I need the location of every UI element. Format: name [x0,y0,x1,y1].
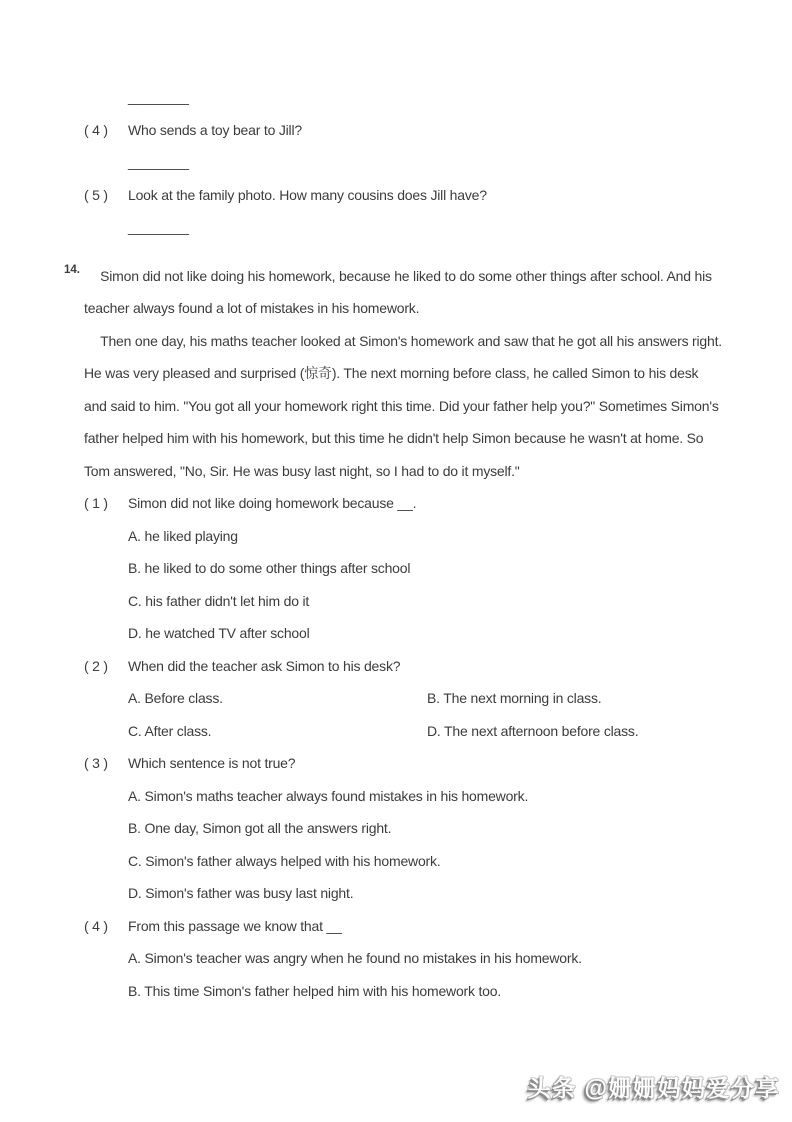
answer-blank: ________ [128,89,189,105]
option-d: D. he watched TV after school [128,625,310,641]
option-a: A. he liked playing [128,527,238,544]
toutiao-watermark: 头条 @姗姗妈妈爱分享 [527,1075,780,1101]
question-text: Look at the family photo. How many cousins does Jill have? [128,186,487,203]
option-a: A. Simon's teacher was angry when he found no mistakes in his homework. [128,950,582,966]
passage-paragraph: Simon did not like doing his homework, because he liked to do some other things after school. And his teacher always found a lot of mistakes in his homework. [84,267,712,316]
worksheet-content [64,81,724,1007]
option-d: D. The next afternoon before class. [427,722,639,739]
question-row [84,910,724,943]
option-list [84,942,724,1007]
question-text: From this passage we know that __ [128,917,342,934]
option-a: A. Simon's maths teacher always found mistakes in his homework. [128,787,529,804]
option-b: B. This time Simon's father helped him with his homework too. [128,982,502,999]
question-row [84,747,724,780]
question-number: ( 3 ) [84,755,108,771]
option-a: A. Before class. [128,690,223,706]
option-list [84,520,724,650]
question-number: ( 2 ) [84,657,108,674]
question-text: Simon did not like doing homework because __. [128,495,417,511]
question-number: ( 1 ) [84,495,108,511]
option-c: C. After class. [128,722,212,739]
option-b: B. he liked to do some other things after school [128,560,411,576]
top-question-group [84,81,724,244]
question-number: ( 4 ) [84,917,108,934]
option-list-two-column [84,682,724,747]
option-b: B. One day, Simon got all the answers right. [128,820,392,836]
passage-section [64,260,724,1008]
option-d: D. Simon's father was busy last night. [128,885,354,901]
answer-blank: ________ [128,219,189,235]
question-row [84,179,724,212]
section-number: 14. [64,263,80,276]
option-c: C. his father didn't let him do it [128,592,310,609]
option-c: C. Simon's father always helped with his homework. [128,852,441,869]
answer-blank: ________ [128,154,189,170]
question-text: Who sends a toy bear to Jill? [128,121,302,138]
option-b: B. The next morning in class. [427,690,602,706]
question-number: ( 5 ) [84,186,108,203]
question-row [84,487,724,520]
question-number: ( 4 ) [84,121,108,138]
question-text: Which sentence is not true? [128,755,296,771]
question-text: When did the teacher ask Simon to his desk? [128,657,401,674]
question-row [84,114,724,147]
option-list [84,780,724,910]
passage-paragraph: Then one day, his maths teacher looked at Simon's homework and saw that he got all his answers right. He was very pleased and surprised (惊奇). The next morning before class, he called Simon to his desk and said to him. "You got all your homework right this time. Did your father help you?" Sometimes Simon's father helped him with his homework, but this time he didn't help Simon because he wasn't at home. So Tom answered, "No, Sir. He was busy last night, so I had to do it myself." [84,332,722,479]
question-row [84,650,724,683]
